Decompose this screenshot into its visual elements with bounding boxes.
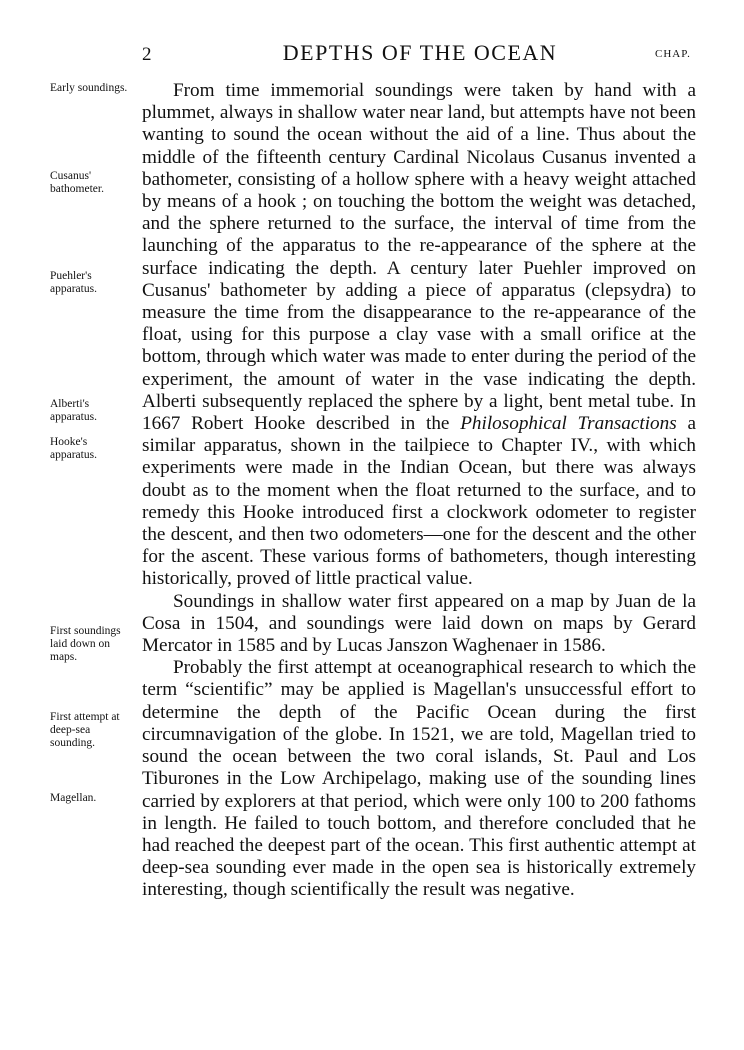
page-number: 2 (142, 44, 152, 65)
margin-note-early-soundings: Early soundings. (50, 82, 128, 94)
chapter-abbreviation: CHAP. (655, 48, 691, 60)
paragraph-first-maps: Soundings in shallow water first appeared on a map by Juan de la Cosa in 1504, and soundings were laid down on maps by Gerard Mercator in 1585 and by Lucas Janszon Waghenaer in 1586. (142, 590, 696, 657)
paragraph-magellan: Probably the first attempt at oceanographical research to which the term “scientific” may be applied is Magellan's unsuccessful effort to determine the depth of the Pacific Ocean during the first circumnavigation of the globe. In 1521, we are told, Magellan tried to sound the ocean between the two coral islands, St. Paul and Los Tiburones in the Low Archipelago, making use of the sounding lines carried by explorers at that period, which were only 100 to 200 fathoms in length. He failed to touch bottom, and therefore concluded that he had reached the deepest part of the ocean. This first authentic attempt at deep-sea sounding ever made in the open sea is historically extremely interesting, though scientifically the result was negative. (142, 657, 696, 901)
margin-note-first-soundings-maps: First soundings laid down on maps. (50, 625, 121, 663)
paragraph-early-soundings (142, 80, 696, 591)
margin-note-puehler-apparatus: Puehler's apparatus. (50, 270, 97, 295)
journal-title: Philosophical Transactions (460, 413, 677, 435)
paragraph-text: From time immemorial soundings were taken by hand with a plummet, always in shallow water near land, but attempts have not been wanting to sound the ocean without the aid of a line. Thus about the middle of the fifteenth century Cardinal Nicolaus Cusanus invented a bathometer, consisting of a hollow sphere with a heavy weight attached by means of a hook ; on touching the bottom the weight was detached, and the sphere returned to the surface, the interval of time from the launching of the apparatus to the re-appearance of the sphere at the surface indicating the depth. A century later Puehler improved on Cusanus' bathometer by adding a piece of apparatus (clepsydra) to measure the time from the disappearance to the re-appearance of the float, using for this purpose a clay vase with a small orifice at the bottom, through which water was made to enter during the period of the experiment, the amount of water in the vase indicating the depth. Alberti subsequently replaced the sphere by a light, bent metal tube. In 1667 Robert Hooke described in the (142, 80, 696, 435)
margin-note-alberti-apparatus: Alberti's apparatus. (50, 398, 97, 423)
running-title: DEPTHS OF THE OCEAN (282, 40, 558, 65)
body-text (142, 80, 696, 902)
margin-note-deep-sea-sounding: First attempt at deep-sea sounding. (50, 711, 120, 749)
page-header (0, 40, 744, 70)
paragraph-text: a similar apparatus, shown in the tailpiece to Chapter IV., with which experiments were made in the Indian Ocean, but there was always doubt as to the moment when the float returned to the surface, and to remedy this Hooke introduced first a clockwork odometer to register the descent, and then two odometers—one for the descent and the other for the ascent. These various forms of bathometers, though interesting historically, proved of little practical value. (142, 413, 696, 590)
margin-note-hooke-apparatus: Hooke's apparatus. (50, 436, 97, 461)
margin-note-cusanus-bathometer: Cusanus' bathometer. (50, 170, 104, 195)
margin-note-magellan: Magellan. (50, 792, 97, 804)
